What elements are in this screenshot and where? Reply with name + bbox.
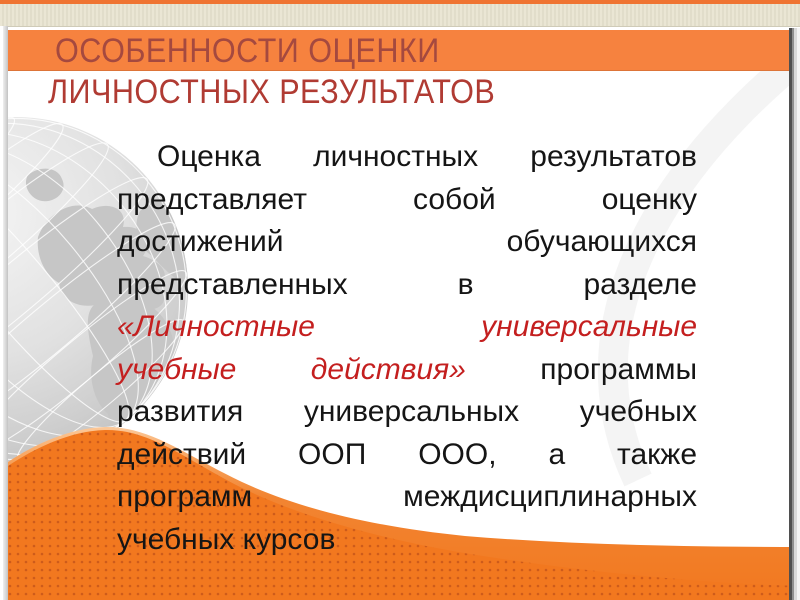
body-text (117, 136, 697, 561)
body-line (117, 476, 697, 519)
slide-title-line1: ОСОБЕННОСТИ ОЦЕНКИ (55, 32, 440, 70)
body-text-segment: развития универсальных учебных (117, 395, 697, 428)
body-text-segment: учебных курсов (117, 522, 336, 556)
body-line (117, 519, 697, 562)
title-bar (8, 30, 789, 71)
body-text-segment: программы (465, 352, 698, 386)
body-text-segment: Оценка личностных результатов (157, 140, 697, 173)
body-text-segment: представляет собой оценку (117, 182, 697, 216)
body-text-segment: достижений обучающихся (117, 225, 697, 258)
slide-title-line2: ЛИЧНОСТНЫХ РЕЗУЛЬТАТОВ (48, 73, 496, 111)
body-line (117, 391, 697, 434)
body-line (117, 136, 697, 179)
left-edge-border (0, 26, 8, 600)
body-emphasis-text: учебные действия» (117, 352, 466, 386)
body-line (117, 179, 697, 222)
body-line (117, 264, 697, 307)
body-line (117, 349, 697, 392)
body-text-segment: действий ООП ООО, а также (117, 437, 697, 471)
body-text-segment: представленных в разделе (117, 267, 697, 301)
body-emphasis-text: «Личностные универсальные (117, 310, 697, 343)
body-line (117, 306, 697, 349)
body-text-segment: программ междисциплинарных (117, 480, 697, 513)
right-edge-border (789, 28, 800, 600)
body-line (117, 221, 697, 264)
body-line (117, 434, 697, 477)
header-texture-bar (0, 4, 800, 27)
